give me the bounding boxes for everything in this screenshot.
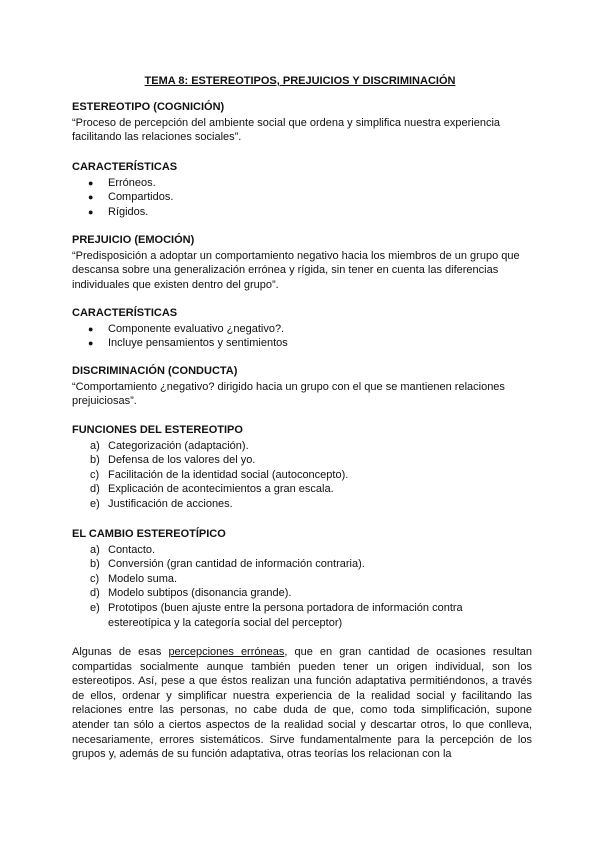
list-marker: e) (90, 601, 100, 614)
list-marker: a) (90, 543, 100, 556)
body-text-rest: , que en gran cantidad de ocasiones resultan compartidas socialmente aunque también pueden tener un origen individual, son los estereotipos. Así, pese a que éstos realizan una función adaptativa permitiéndonos, a través de ellos, ordenar y simplificar nuestra experiencia de la realidad social y facilitando las relaciones entre las personas, no cabe duda de que, como toda simplificación, supone atender tan sólo a ciertos aspectos de la realidad social y descartar otros, lo que conlleva, necesariamente, errores sistemáticos. Sirve fundamentalmente para la percepción de los grupos y, además de su función adaptativa, otras teorías los relacionan con la (72, 646, 533, 761)
heading-caracteristicas-2: CARACTERÍSTICAS (72, 307, 178, 319)
list-item: ● Incluye pensamientos y sentimientos (72, 336, 532, 351)
bullet-list-caracteristicas-2 (72, 322, 532, 351)
list-item-text: Contacto. (108, 543, 156, 556)
underlined-term: percepciones erróneas (168, 646, 285, 658)
section-caracteristicas-2 (72, 306, 532, 351)
heading-cambio: EL CAMBIO ESTEREOTÍPICO (72, 528, 226, 540)
section-cambio (72, 527, 532, 630)
document-title: TEMA 8: ESTEREOTIPOS, PREJUICIOS Y DISCRIMINACIÓN (144, 75, 456, 87)
definition-discriminacion: “Comportamiento ¿negativo? dirigido hacia un grupo con el que se mantienen relaciones prejuiciosas”. (72, 380, 505, 408)
list-item-text: Explicación de acontecimientos a gran escala. (108, 483, 334, 496)
list-item (72, 482, 532, 497)
list-item (72, 586, 532, 601)
section-discriminacion (72, 364, 532, 409)
list-marker: c) (90, 468, 100, 481)
heading-caracteristicas-1: CARACTERÍSTICAS (72, 161, 178, 173)
list-item-text: Defensa de los valores del yo. (108, 454, 256, 467)
list-item (72, 497, 532, 512)
list-item (72, 543, 532, 558)
list-item (72, 453, 532, 468)
list-item (72, 601, 532, 630)
heading-discriminacion: DISCRIMINACIÓN (CONDUCTA) (72, 365, 238, 377)
list-item-text: Modelo subtipos (disonancia grande). (108, 587, 292, 600)
section-estereotipo (72, 100, 532, 145)
section-funciones (72, 423, 532, 512)
definition-estereotipo: “Proceso de percepción del ambiente social que ordena y simplifica nuestra experiencia facilitando las relaciones sociales”. (72, 116, 501, 144)
heading-prejuicio: PREJUICIO (EMOCIÓN) (72, 234, 195, 246)
heading-funciones: FUNCIONES DEL ESTEREOTIPO (72, 424, 243, 436)
list-marker: c) (90, 572, 100, 585)
list-item-text: Facilitación de la identidad social (autoconcepto). (108, 468, 349, 481)
section-body (72, 645, 532, 762)
list-marker: b) (90, 454, 100, 467)
list-item (72, 468, 532, 483)
body-text-start: Algunas de esas (72, 646, 169, 658)
list-marker: e) (90, 497, 100, 510)
section-caracteristicas-1 (72, 160, 532, 219)
definition-prejuicio: “Predisposición a adoptar un comportamiento negativo hacia los miembros de un grupo que descansa sobre una generalización errónea y rígida, sin tener en cuenta las diferencias individuales que existen dentro del grupo”. (72, 249, 520, 291)
list-item-text: Prototipos (buen ajuste entre la persona portadora de información contra estereotípica y la categoría social del perceptor) (108, 601, 463, 629)
list-marker: b) (90, 558, 100, 571)
list-item-text: Justificación de acciones. (108, 497, 233, 510)
list-item-text: Categorización (adaptación). (108, 439, 249, 452)
alpha-list-funciones (72, 439, 532, 512)
list-item: ● Erróneos. (72, 176, 532, 191)
list-item: ● Compartidos. (72, 190, 532, 205)
list-item-text: Modelo suma. (108, 572, 178, 585)
section-prejuicio (72, 233, 532, 292)
list-item: ● Componente evaluativo ¿negativo?. (72, 322, 532, 337)
list-item (72, 439, 532, 454)
body-paragraph (72, 645, 532, 762)
list-marker: d) (90, 483, 100, 496)
alpha-list-cambio (72, 543, 532, 631)
list-marker: a) (90, 439, 100, 452)
list-item (72, 572, 532, 587)
list-marker: d) (90, 587, 100, 600)
list-item-text: Conversión (gran cantidad de información contraria). (108, 558, 365, 571)
list-item: ● Rígidos. (72, 205, 532, 220)
list-item (72, 557, 532, 572)
heading-estereotipo: ESTEREOTIPO (COGNICIÓN) (72, 101, 225, 113)
bullet-list-caracteristicas-1 (72, 176, 532, 220)
